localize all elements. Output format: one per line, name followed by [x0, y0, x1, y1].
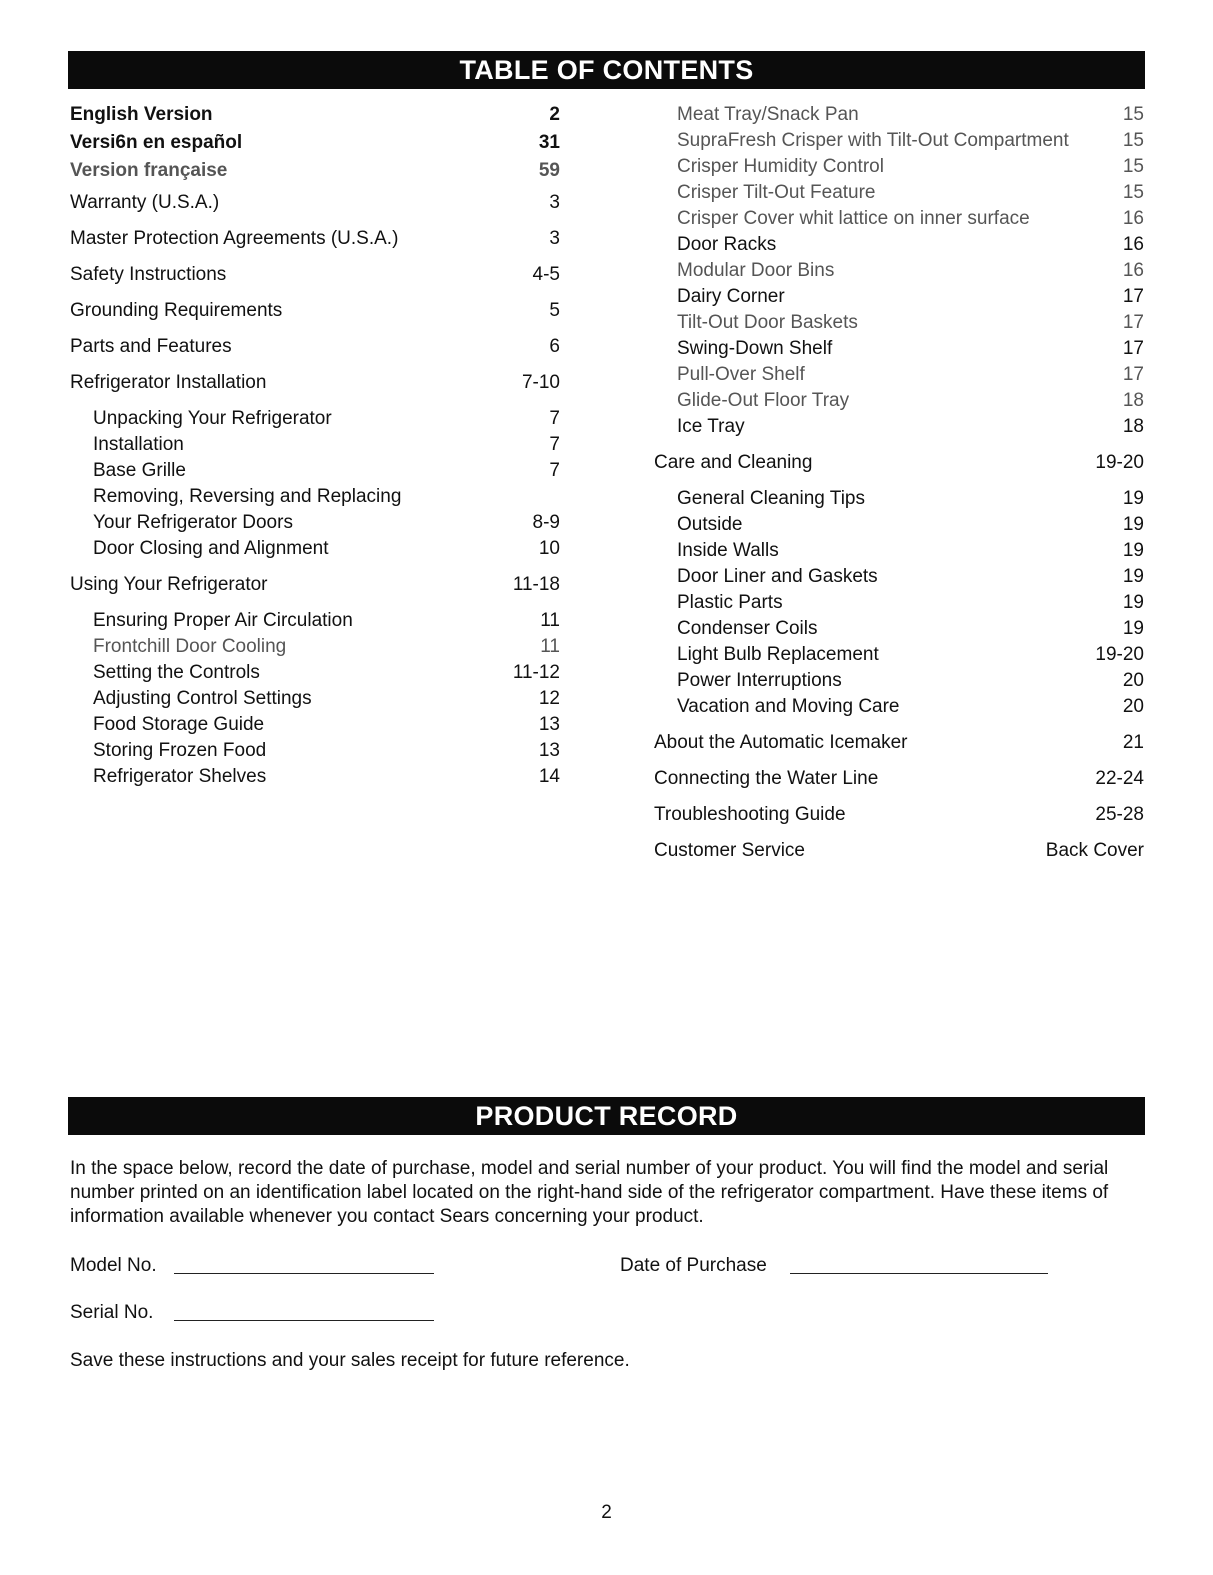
- toc-entry-title: Food Storage Guide: [93, 714, 265, 735]
- toc-title-banner: TABLE OF CONTENTS: [68, 51, 1145, 89]
- toc-entry-page: 11-18: [512, 574, 560, 595]
- toc-entry-page: 16: [1122, 234, 1144, 255]
- toc-entry: [70, 192, 560, 214]
- toc-entry-title: General Cleaning Tips: [677, 488, 865, 509]
- toc-entry-title: Storing Frozen Food: [93, 740, 267, 761]
- toc-entry-page: 15: [1122, 104, 1144, 125]
- serial-number-label: Serial No.: [70, 1302, 154, 1323]
- toc-entry: [654, 804, 1144, 826]
- toc-entry-title: Crisper Humidity Control: [677, 156, 884, 177]
- toc-entry-page: 11: [540, 610, 560, 631]
- toc-entry-page: 17: [1122, 286, 1144, 307]
- toc-entry-page: 59: [538, 160, 560, 181]
- toc-entry-page: 2: [549, 104, 560, 125]
- toc-entry: [654, 592, 1144, 614]
- toc-entry-title: Door Racks: [677, 234, 777, 255]
- toc-entry: [70, 372, 560, 394]
- toc-entry-title: Base Grille: [93, 460, 186, 481]
- toc-entry-title: Ensuring Proper Air Circulation: [93, 610, 353, 631]
- toc-entry: [70, 574, 560, 596]
- toc-entry-page: 13: [538, 740, 560, 761]
- toc-entry-title: Inside Walls: [677, 540, 779, 561]
- toc-entry: [654, 732, 1144, 754]
- toc-entry-title: Warranty (U.S.A.): [70, 192, 220, 213]
- toc-entry-title: Customer Service: [654, 840, 805, 861]
- toc-entry-page: 11-12: [512, 662, 560, 683]
- toc-entry: [70, 766, 560, 788]
- toc-entry-title: Your Refrigerator Doors: [93, 512, 293, 533]
- toc-entry: [654, 234, 1144, 256]
- toc-entry: [70, 264, 560, 286]
- toc-entry-title: Master Protection Agreements (U.S.A.): [70, 228, 399, 249]
- toc-entry: [654, 488, 1144, 510]
- toc-entry-page: 7: [549, 460, 560, 481]
- toc-entry-page: 17: [1122, 338, 1144, 359]
- toc-entry-title: Troubleshooting Guide: [654, 804, 846, 825]
- toc-entry: [70, 228, 560, 250]
- toc-entry-page: 7-10: [521, 372, 560, 393]
- toc-entry: [654, 670, 1144, 692]
- serial-number-field: [70, 1302, 153, 1324]
- toc-entry: [654, 644, 1144, 666]
- toc-entry-title: Refrigerator Installation: [70, 372, 267, 393]
- toc-entry-title: About the Automatic Icemaker: [654, 732, 908, 753]
- toc-entry: [654, 452, 1144, 474]
- date-of-purchase-field: [620, 1255, 767, 1277]
- toc-entry-page: Back Cover: [1045, 840, 1144, 861]
- product-record-intro: In the space below, record the date of purchase, model and serial number of your product. You will find the model and serial number printed on an identification label located on the right-hand side of the refrigerator compartment. Have these items of information available whenever you contact Sears concerning your product.: [70, 1158, 1109, 1227]
- toc-entry-page: 7: [549, 434, 560, 455]
- toc-entry-title: Modular Door Bins: [677, 260, 835, 281]
- toc-entry: [654, 566, 1144, 588]
- product-record-title-banner: PRODUCT RECORD: [68, 1097, 1145, 1135]
- toc-entry: [70, 104, 560, 126]
- toc-entry-page: 16: [1122, 260, 1144, 281]
- toc-entry-title: Version française: [70, 160, 228, 181]
- toc-entry-page: 8-9: [532, 512, 560, 533]
- toc-entry-title: Dairy Corner: [677, 286, 785, 307]
- toc-entry-page: 25-28: [1095, 804, 1144, 825]
- toc-entry-title: Setting the Controls: [93, 662, 260, 683]
- toc-entry: [654, 260, 1144, 282]
- toc-entry-page: 11: [540, 636, 560, 657]
- toc-entry-title: Door Closing and Alignment: [93, 538, 329, 559]
- toc-entry-title: Using Your Refrigerator: [70, 574, 268, 595]
- toc-entry-title: Power Interruptions: [677, 670, 842, 691]
- toc-entry-page: 5: [549, 300, 560, 321]
- toc-left-column: [70, 104, 560, 788]
- toc-entry-title: Care and Cleaning: [654, 452, 813, 473]
- toc-entry-page: 17: [1122, 364, 1144, 385]
- toc-entry-page: 4-5: [532, 264, 560, 285]
- toc-entry: [654, 104, 1144, 126]
- toc-entry: [70, 460, 560, 482]
- model-number-field: [70, 1255, 157, 1277]
- toc-entry: [654, 286, 1144, 308]
- toc-entry-page: 3: [549, 228, 560, 249]
- toc-entry-title: Safety Instructions: [70, 264, 227, 285]
- toc-entry-page: 19: [1122, 488, 1144, 509]
- toc-entry: [70, 336, 560, 358]
- toc-entry-title: Condenser Coils: [677, 618, 818, 639]
- toc-entry: [70, 636, 560, 658]
- toc-entry: [70, 610, 560, 632]
- toc-entry-page: 6: [549, 336, 560, 357]
- toc-entry: [654, 312, 1144, 334]
- toc-entry-page: 19: [1122, 514, 1144, 535]
- toc-entry-page: 19: [1122, 566, 1144, 587]
- toc-entry-title: Adjusting Control Settings: [93, 688, 312, 709]
- toc-entry-title: Connecting the Water Line: [654, 768, 879, 789]
- toc-entry: [70, 408, 560, 430]
- toc-entry-title: Parts and Features: [70, 336, 232, 357]
- toc-entry: [70, 434, 560, 456]
- toc-entry-title: Grounding Requirements: [70, 300, 283, 321]
- toc-entry-page: 17: [1122, 312, 1144, 333]
- toc-entry-title: Plastic Parts: [677, 592, 783, 613]
- toc-entry: [70, 688, 560, 710]
- toc-entry-page: 10: [538, 538, 560, 559]
- toc-entry: [70, 300, 560, 322]
- toc-entry-page: 3: [549, 192, 560, 213]
- model-number-label: Model No.: [70, 1255, 157, 1276]
- toc-entry-title: Unpacking Your Refrigerator: [93, 408, 332, 429]
- save-instructions-note: Save these instructions and your sales receipt for future reference.: [70, 1350, 630, 1371]
- toc-entry-page: 19-20: [1095, 644, 1144, 665]
- toc-entry: [70, 662, 560, 684]
- date-of-purchase-blank-line: [790, 1273, 1048, 1274]
- toc-entry: [70, 538, 560, 560]
- toc-right-column: [654, 104, 1144, 862]
- toc-entry-page: 15: [1122, 182, 1144, 203]
- toc-entry-title: Crisper Tilt-Out Feature: [677, 182, 876, 203]
- toc-entry-page: 21: [1122, 732, 1144, 753]
- toc-entry-title: Light Bulb Replacement: [677, 644, 879, 665]
- toc-entry: [654, 840, 1144, 862]
- toc-entry-title: Ice Tray: [677, 416, 745, 437]
- toc-entry-page: 18: [1122, 390, 1144, 411]
- toc-entry-page: 7: [549, 408, 560, 429]
- toc-entry-page: 31: [538, 132, 560, 153]
- toc-entry: [654, 416, 1144, 438]
- toc-entry-title: Installation: [93, 434, 184, 455]
- toc-entry: [654, 696, 1144, 718]
- toc-entry: [70, 740, 560, 762]
- toc-entry-page: 19: [1122, 618, 1144, 639]
- toc-entry-page: 12: [538, 688, 560, 709]
- toc-entry-page: 14: [538, 766, 560, 787]
- toc-entry: [654, 156, 1144, 178]
- toc-entry-title: Vacation and Moving Care: [677, 696, 900, 717]
- toc-entry-title: English Version: [70, 104, 213, 125]
- toc-entry-page: 13: [538, 714, 560, 735]
- toc-entry-page: 15: [1122, 130, 1144, 151]
- page-number: 2: [601, 1502, 612, 1523]
- toc-entry: [654, 514, 1144, 536]
- toc-entry-page: 19: [1122, 540, 1144, 561]
- toc-entry: [654, 618, 1144, 640]
- toc-entry-title: Crisper Cover whit lattice on inner surface: [677, 208, 1030, 229]
- toc-entry: [654, 338, 1144, 360]
- toc-entry-title: Door Liner and Gaskets: [677, 566, 878, 587]
- toc-entry-title: Refrigerator Shelves: [93, 766, 267, 787]
- toc-entry: [654, 364, 1144, 386]
- toc-entry-title: Meat Tray/Snack Pan: [677, 104, 859, 125]
- toc-entry: [654, 390, 1144, 412]
- toc-entry: [70, 160, 560, 182]
- toc-entry: [654, 182, 1144, 204]
- toc-entry-title: Tilt-Out Door Baskets: [677, 312, 858, 333]
- toc-entry-title: Swing-Down Shelf: [677, 338, 833, 359]
- toc-entry-title: Pull-Over Shelf: [677, 364, 805, 385]
- toc-entry-title: Glide-Out Floor Tray: [677, 390, 850, 411]
- toc-entry-title: SupraFresh Crisper with Tilt-Out Compartment: [677, 130, 1069, 151]
- toc-entry-title: Outside: [677, 514, 743, 535]
- toc-entry-title: Frontchill Door Cooling: [93, 636, 287, 657]
- toc-entry-page: 19-20: [1095, 452, 1144, 473]
- model-number-blank-line: [174, 1273, 434, 1274]
- toc-entry-title: Removing, Reversing and Replacing: [93, 486, 402, 507]
- date-of-purchase-label: Date of Purchase: [620, 1255, 767, 1276]
- toc-entry-page: 16: [1122, 208, 1144, 229]
- toc-entry-page: 19: [1122, 592, 1144, 613]
- toc-entry: [654, 208, 1144, 230]
- toc-entry-page: 22-24: [1095, 768, 1144, 789]
- toc-entry-page: 18: [1122, 416, 1144, 437]
- toc-entry: [70, 714, 560, 736]
- toc-entry-page: 20: [1122, 670, 1144, 691]
- toc-entry: [654, 768, 1144, 790]
- serial-number-blank-line: [174, 1320, 434, 1321]
- toc-entry: [70, 486, 560, 508]
- toc-entry: [70, 132, 560, 154]
- toc-entry: [654, 130, 1144, 152]
- toc-entry: [70, 512, 560, 534]
- toc-entry-page: 20: [1122, 696, 1144, 717]
- toc-entry-page: 15: [1122, 156, 1144, 177]
- toc-entry: [654, 540, 1144, 562]
- toc-entry-title: Versi6n en español: [70, 132, 243, 153]
